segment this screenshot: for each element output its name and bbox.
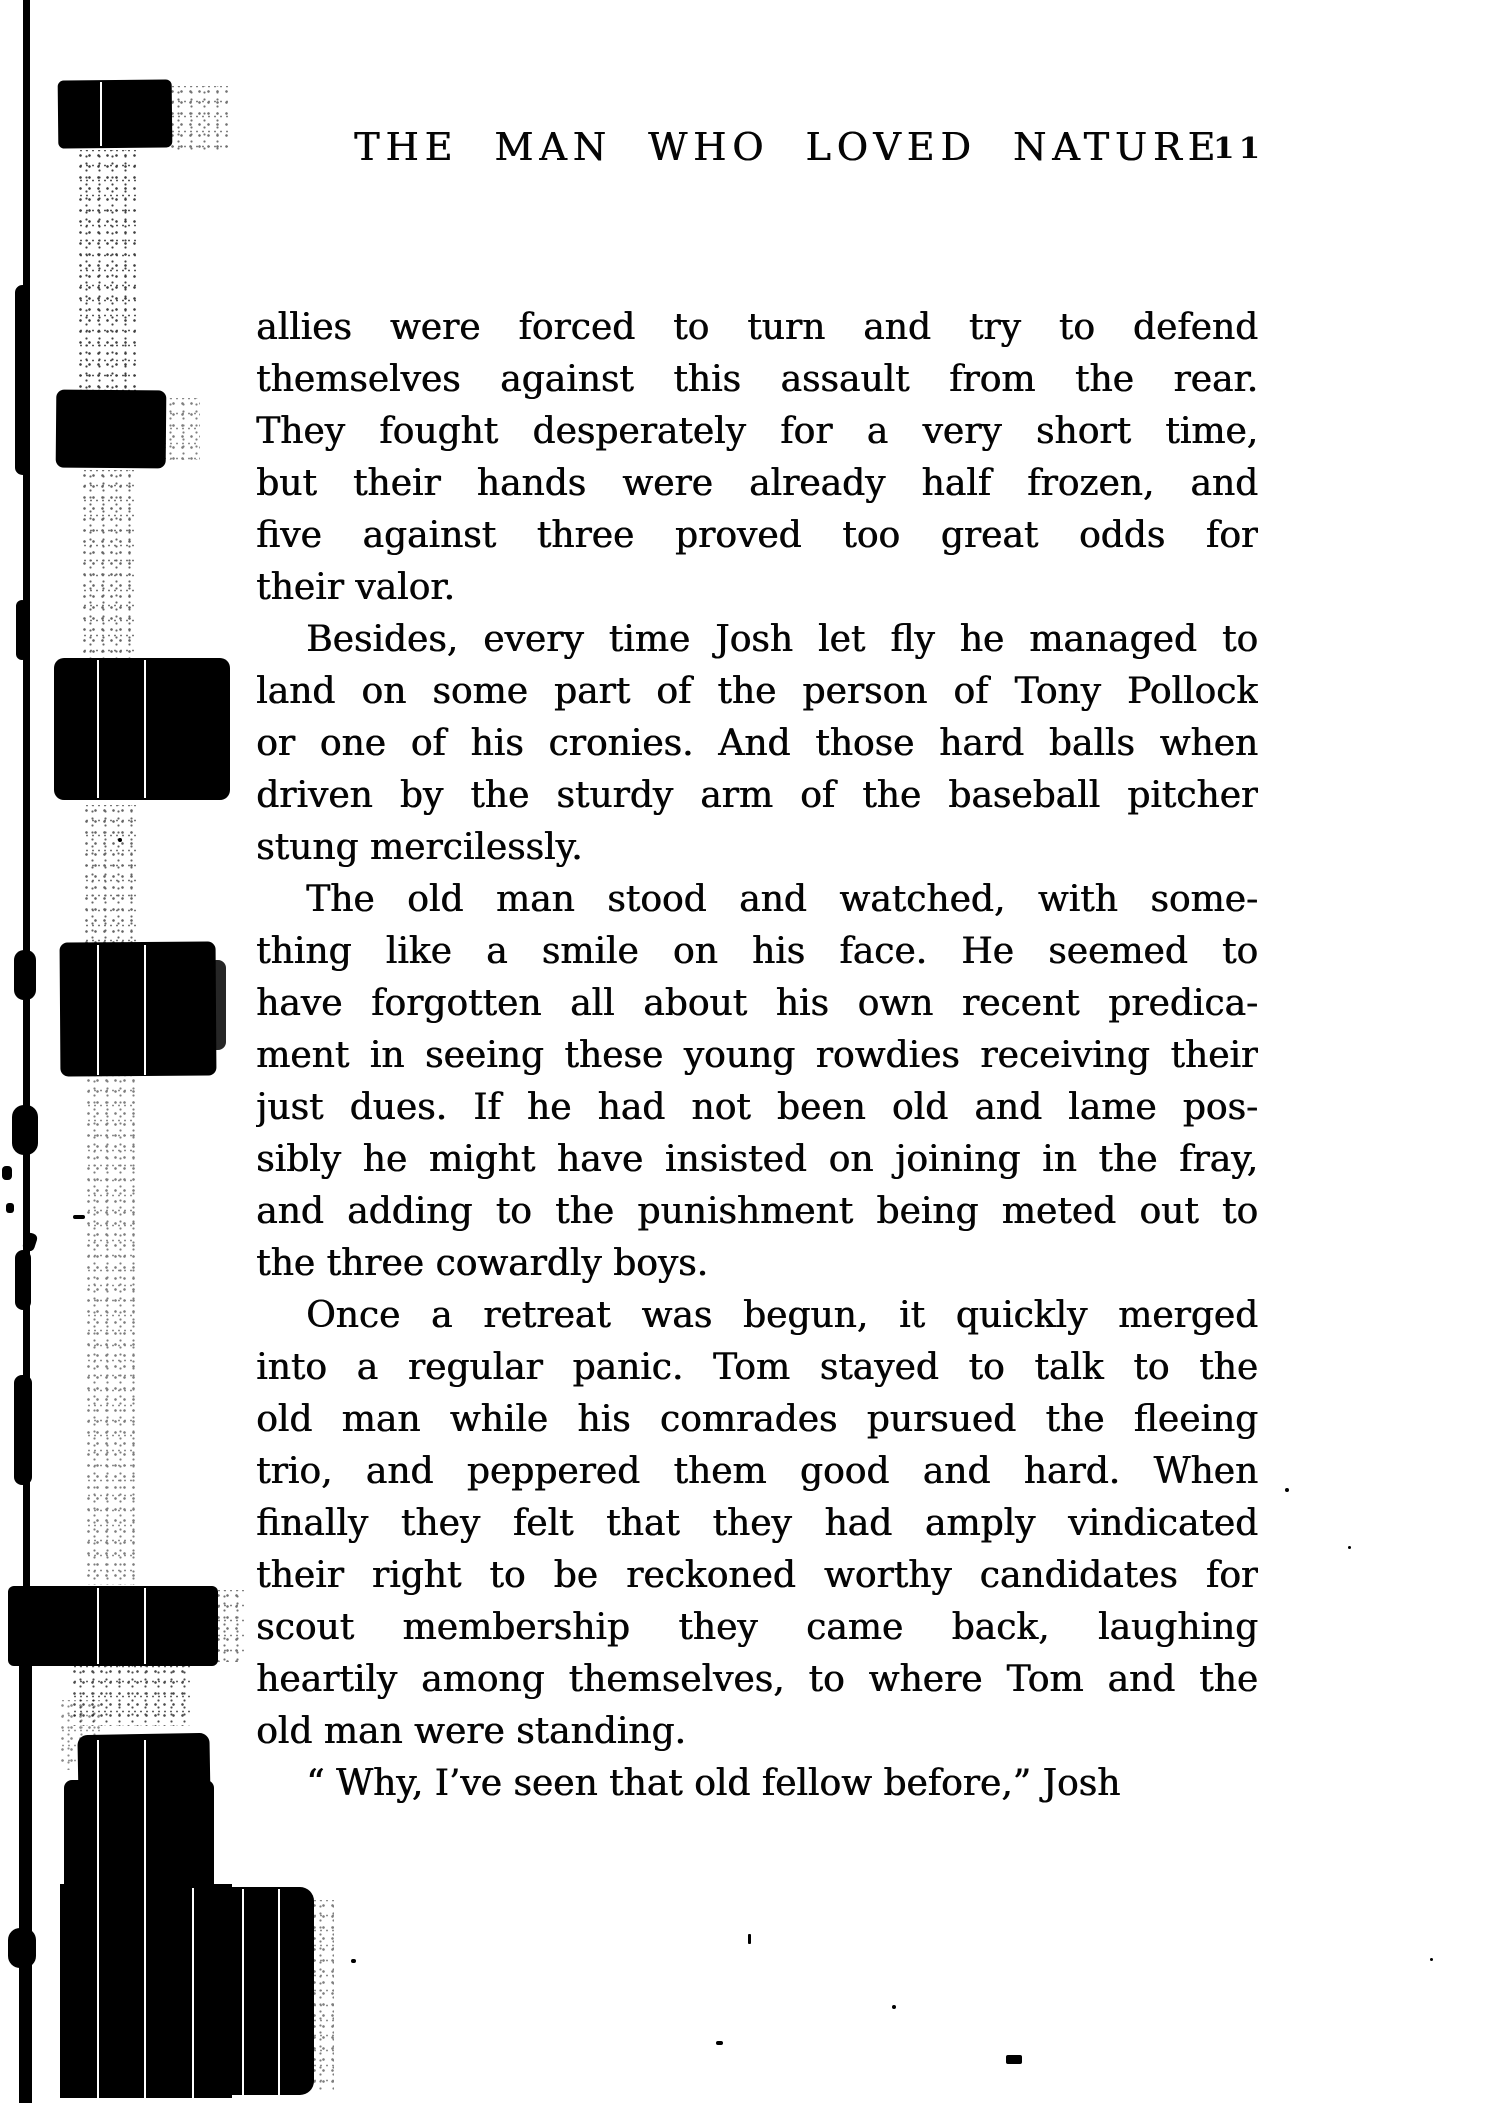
dust-speck — [1285, 1488, 1289, 1492]
dust-speck — [351, 1959, 356, 1963]
ink-speckle — [76, 150, 136, 395]
text-line: allies were forced to turn and try to defend — [256, 307, 1258, 348]
text-line: They fought desperately for a very short time, — [256, 411, 1258, 452]
ink-speckle — [58, 1700, 100, 1770]
ink-blob-edge — [208, 960, 226, 1050]
ink-blob-top — [58, 79, 173, 148]
text-line: or one of his cronies. And those hard balls when — [256, 723, 1258, 764]
binding-line-bulge — [16, 600, 28, 660]
ink-speckle — [84, 1075, 136, 1585]
text-line: their valor. — [256, 567, 455, 608]
text-line: finally they felt that they had amply vindicated — [256, 1503, 1258, 1544]
ink-mass-extension — [228, 1887, 314, 2095]
dust-speck — [1430, 1958, 1433, 1961]
text-line: driven by the sturdy arm of the baseball pitcher — [256, 775, 1258, 816]
text-line: thing like a smile on his face. He seemed to — [256, 931, 1258, 972]
dust-speck — [716, 2041, 723, 2045]
ink-mass-mid — [64, 1780, 214, 1900]
body-text — [256, 302, 1258, 1810]
ink-speckle — [168, 86, 228, 152]
ink-mass-main — [60, 1884, 232, 2098]
ink-bar — [8, 1586, 218, 1666]
scan-hairline — [278, 1889, 280, 2095]
text-line: but their hands were already half frozen, and — [256, 463, 1258, 504]
gutter-mark — [2, 1166, 12, 1180]
text-line: have forgotten all about his own recent predica- — [256, 983, 1258, 1024]
text-line: and adding to the punishment being meted out to — [256, 1191, 1258, 1232]
scan-hairline — [97, 1740, 99, 2098]
running-head — [354, 124, 1254, 174]
text-line: sibly he might have insisted on joining in the fray, — [256, 1139, 1258, 1180]
scan-hairline — [144, 945, 146, 1075]
binding-line-bulge — [12, 1105, 38, 1155]
text-line: themselves against this assault from the rear. — [256, 359, 1258, 400]
ink-speckle — [310, 1900, 334, 2090]
text-line: ment in seeing these young rowdies receiving their — [256, 1035, 1258, 1076]
dust-speck — [892, 2005, 896, 2009]
ink-blob — [60, 941, 217, 1076]
binding-line-bulge — [14, 950, 36, 1000]
text-line: Besides, every time Josh let fly he managed to — [306, 619, 1258, 660]
text-line: old man while his comrades pursued the fleeing — [256, 1399, 1258, 1440]
dust-speck — [748, 1934, 751, 1944]
dust-speck — [1348, 1546, 1351, 1549]
text-line: Once a retreat was begun, it quickly merged — [306, 1295, 1258, 1336]
ink-speckle — [160, 398, 200, 460]
scan-hairline — [97, 945, 99, 1075]
text-line: their right to be reckoned worthy candidates for — [256, 1555, 1258, 1596]
binding-line-thick — [19, 1660, 32, 2103]
ink-blob — [56, 390, 167, 469]
binding-line-bulge — [15, 1250, 31, 1310]
text-line: into a regular panic. Tom stayed to talk to the — [256, 1347, 1258, 1388]
scan-hairline — [242, 1889, 244, 2095]
text-line: five against three proved too great odds for — [256, 515, 1258, 556]
dust-dash — [1006, 2055, 1022, 2064]
ink-blob — [54, 658, 230, 800]
text-line: stung mercilessly. — [256, 827, 583, 868]
text-line: “ Why, I’ve seen that old fellow before,” Josh — [306, 1763, 1121, 1804]
text-line: heartily among themselves, to where Tom and the — [256, 1659, 1258, 1700]
dust-speck — [118, 838, 122, 842]
scan-hairline — [97, 1588, 99, 1664]
ink-speckle — [214, 1590, 244, 1662]
text-line: trio, and peppered them good and hard. When — [256, 1451, 1258, 1492]
text-line: land on some part of the person of Tony Pollock — [256, 671, 1258, 712]
binding-line-bulge — [14, 1375, 32, 1485]
gutter-mark — [6, 1203, 14, 1213]
scan-hairline — [144, 660, 146, 798]
ink-speckle — [80, 470, 136, 660]
text-line: old man were standing. — [256, 1711, 686, 1752]
ink-speckle — [82, 805, 138, 945]
scan-hairline — [144, 1740, 146, 2098]
text-line: the three cowardly boys. — [256, 1243, 708, 1284]
text-line: just dues. If he had not been old and lame pos- — [256, 1087, 1258, 1128]
scan-hairline — [144, 1588, 146, 1664]
text-line: The old man stood and watched, with some- — [306, 879, 1258, 920]
arrow-speck — [73, 1215, 85, 1219]
scan-hairline — [100, 82, 102, 146]
scan-hairline — [192, 1888, 194, 2098]
page-title: THE MAN WHO LOVED NATURE — [354, 125, 1222, 169]
binding-line-bulge — [15, 285, 30, 475]
page-number: 11 — [1213, 132, 1265, 166]
scan-hairline — [97, 660, 99, 798]
text-line: scout membership they came back, laughing — [256, 1607, 1258, 1648]
